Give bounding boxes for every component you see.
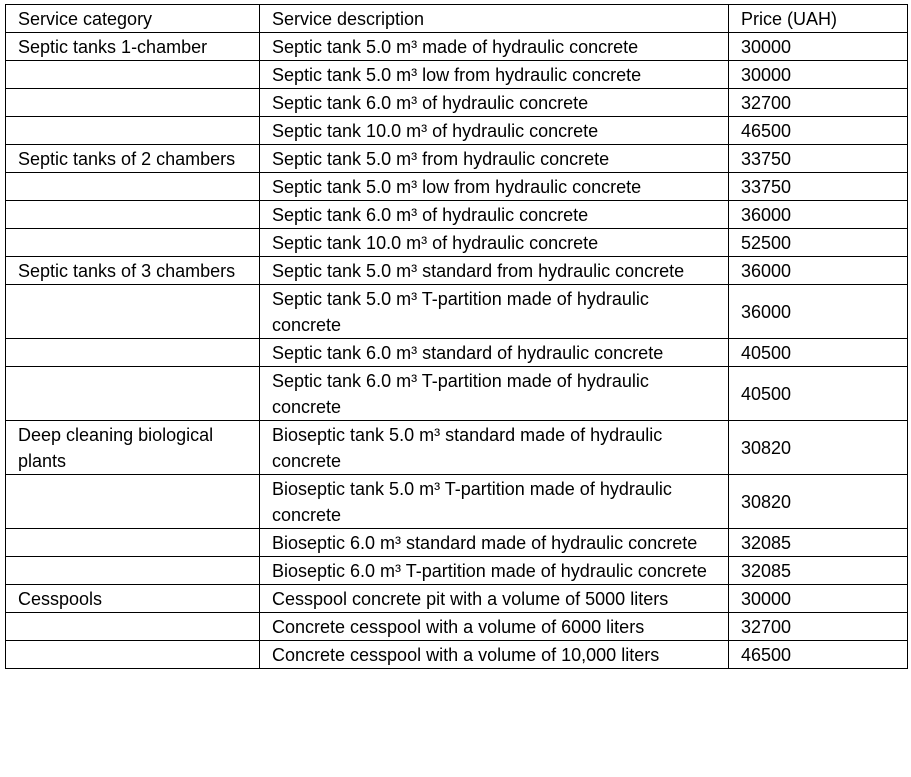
table-row: [6, 367, 908, 421]
table-row: [6, 229, 908, 257]
cell-price: 32085: [729, 529, 908, 557]
table-row: [6, 33, 908, 61]
cell-price: 33750: [729, 145, 908, 173]
table-row: [6, 585, 908, 613]
cell-price: 32700: [729, 613, 908, 641]
price-table: [5, 4, 908, 669]
cell-service-description: Septic tank 6.0 m³ standard of hydraulic concrete: [260, 339, 729, 367]
cell-service-description: Bioseptic tank 5.0 m³ standard made of hydraulic concrete: [260, 421, 729, 475]
cell-service-description: Septic tank 5.0 m³ low from hydraulic concrete: [260, 61, 729, 89]
cell-service-description: Bioseptic 6.0 m³ standard made of hydraulic concrete: [260, 529, 729, 557]
cell-service-category: [6, 173, 260, 201]
cell-price: 40500: [729, 367, 908, 421]
cell-service-description: Septic tank 5.0 m³ T-partition made of hydraulic concrete: [260, 285, 729, 339]
cell-service-description: Bioseptic tank 5.0 m³ T-partition made of hydraulic concrete: [260, 475, 729, 529]
cell-service-category: [6, 117, 260, 145]
cell-price: 52500: [729, 229, 908, 257]
table-row: [6, 257, 908, 285]
cell-service-category: [6, 61, 260, 89]
price-table-container: [5, 4, 908, 669]
cell-service-category: [6, 201, 260, 229]
cell-price: 40500: [729, 339, 908, 367]
table-row: [6, 89, 908, 117]
cell-service-description: Bioseptic 6.0 m³ T-partition made of hydraulic concrete: [260, 557, 729, 585]
table-row: [6, 475, 908, 529]
cell-service-description: Septic tank 5.0 m³ made of hydraulic concrete: [260, 33, 729, 61]
cell-service-description: Concrete cesspool with a volume of 6000 liters: [260, 613, 729, 641]
cell-price: 30000: [729, 33, 908, 61]
cell-service-category: [6, 613, 260, 641]
table-row: [6, 641, 908, 669]
cell-service-description: Septic tank 10.0 m³ of hydraulic concrete: [260, 229, 729, 257]
cell-service-description: Septic tank 6.0 m³ T-partition made of hydraulic concrete: [260, 367, 729, 421]
table-row: [6, 173, 908, 201]
table-row: [6, 557, 908, 585]
cell-price: 30000: [729, 61, 908, 89]
header-service-category: Service category: [6, 5, 260, 33]
cell-service-category: [6, 339, 260, 367]
cell-price: 30820: [729, 475, 908, 529]
cell-price: 32085: [729, 557, 908, 585]
cell-service-category: [6, 285, 260, 339]
table-row: [6, 201, 908, 229]
table-body: [6, 33, 908, 669]
cell-service-category: [6, 529, 260, 557]
table-row: [6, 339, 908, 367]
cell-service-category: [6, 475, 260, 529]
cell-service-description: Septic tank 6.0 m³ of hydraulic concrete: [260, 201, 729, 229]
cell-service-category: Deep cleaning biological plants: [6, 421, 260, 475]
cell-service-description: Septic tank 5.0 m³ standard from hydraulic concrete: [260, 257, 729, 285]
table-row: [6, 61, 908, 89]
cell-service-category: [6, 89, 260, 117]
cell-price: 36000: [729, 201, 908, 229]
cell-price: 46500: [729, 641, 908, 669]
cell-price: 30000: [729, 585, 908, 613]
cell-service-category: Septic tanks of 2 chambers: [6, 145, 260, 173]
cell-service-category: Cesspools: [6, 585, 260, 613]
cell-service-category: Septic tanks 1-chamber: [6, 33, 260, 61]
cell-service-description: Septic tank 10.0 m³ of hydraulic concrete: [260, 117, 729, 145]
cell-service-category: [6, 367, 260, 421]
table-row: [6, 421, 908, 475]
cell-price: 46500: [729, 117, 908, 145]
cell-service-category: [6, 557, 260, 585]
table-row: [6, 613, 908, 641]
table-row: [6, 117, 908, 145]
header-price: Price (UAH): [729, 5, 908, 33]
cell-price: 36000: [729, 285, 908, 339]
cell-service-description: Septic tank 5.0 m³ from hydraulic concrete: [260, 145, 729, 173]
cell-service-category: Septic tanks of 3 chambers: [6, 257, 260, 285]
cell-price: 32700: [729, 89, 908, 117]
cell-service-category: [6, 229, 260, 257]
cell-service-description: Septic tank 6.0 m³ of hydraulic concrete: [260, 89, 729, 117]
cell-price: 36000: [729, 257, 908, 285]
cell-service-category: [6, 641, 260, 669]
table-row: [6, 145, 908, 173]
cell-price: 30820: [729, 421, 908, 475]
cell-price: 33750: [729, 173, 908, 201]
cell-service-description: Cesspool concrete pit with a volume of 5000 liters: [260, 585, 729, 613]
cell-service-description: Septic tank 5.0 m³ low from hydraulic concrete: [260, 173, 729, 201]
table-row: [6, 529, 908, 557]
table-row: [6, 285, 908, 339]
header-service-description: Service description: [260, 5, 729, 33]
table-header-row: [6, 5, 908, 33]
cell-service-description: Concrete cesspool with a volume of 10,000 liters: [260, 641, 729, 669]
